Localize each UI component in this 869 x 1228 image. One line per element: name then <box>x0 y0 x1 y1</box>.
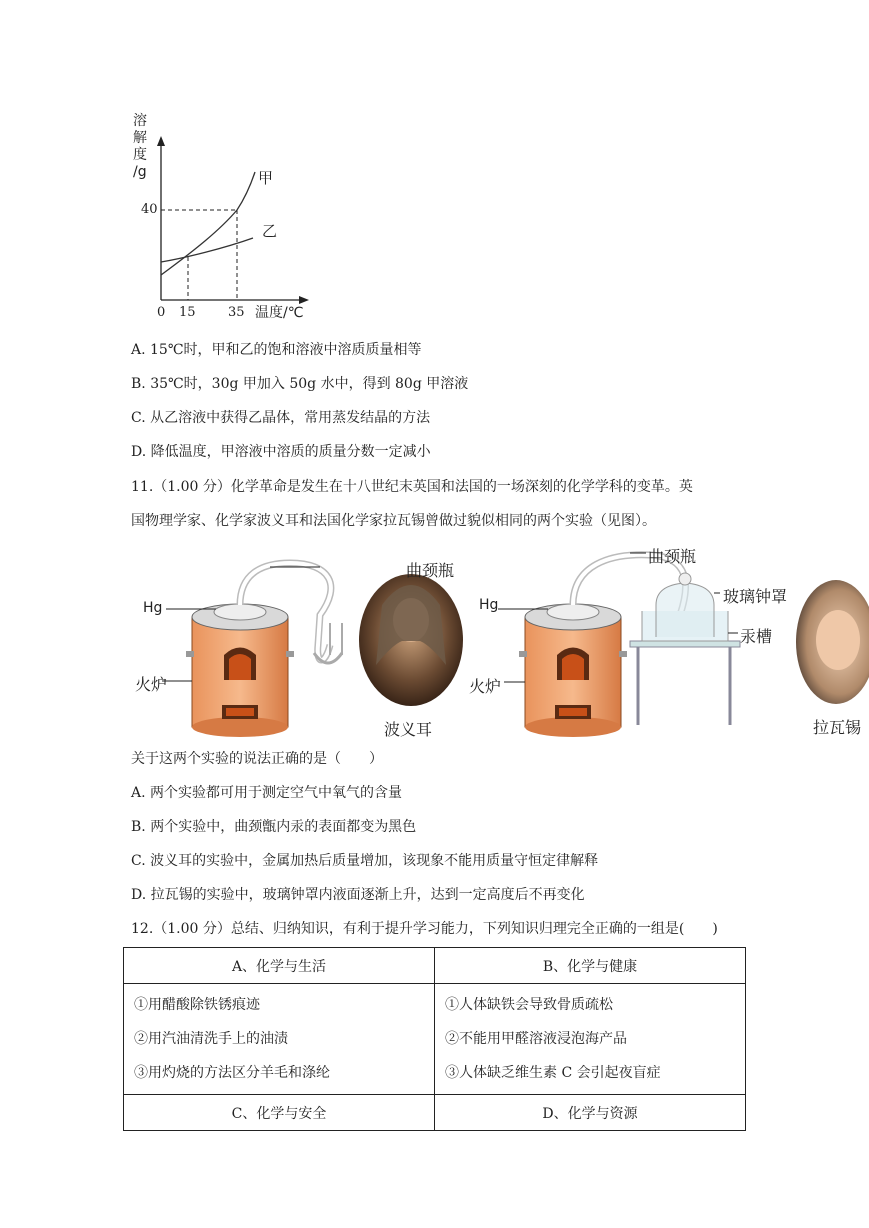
boyle-portrait <box>359 574 463 706</box>
header-c: C、化学与安全 <box>124 1095 435 1131</box>
label-flask-left: 曲颈瓶 <box>406 561 455 580</box>
header-b: B、化学与健康 <box>435 948 746 984</box>
q11-option-c: C. 波义耳的实验中，金属加热后质量增加，该现象不能用质量守恒定律解释 <box>131 853 599 869</box>
cell-items-a <box>124 984 435 1095</box>
curve-yi <box>161 238 253 262</box>
label-hg-left: Hg <box>143 600 163 616</box>
q11-option-d: D. 拉瓦锡的实验中，玻璃钟罩内液面逐渐上升，达到一定高度后不再变化 <box>131 887 585 903</box>
table-row-items <box>124 984 746 1095</box>
knowledge-table <box>123 947 746 1131</box>
q10-option-b: B. 35℃时，30g 甲加入 50g 水中，得到 80g 甲溶液 <box>131 376 469 392</box>
table-header-row-1 <box>124 948 746 984</box>
q10-option-d: D. 降低温度，甲溶液中溶质的质量分数一定减小 <box>131 444 431 460</box>
list-item: ②不能用甲醛溶液浸泡海产品 <box>445 1031 627 1047</box>
label-lavoisier: 拉瓦锡 <box>813 718 862 737</box>
label-boyle: 波义耳 <box>384 720 433 739</box>
x-tick-15: 15 <box>179 305 196 320</box>
origin-label: 0 <box>157 305 166 320</box>
table-header-row-2 <box>124 1095 746 1131</box>
furnace-left <box>162 563 342 737</box>
q11-stem-line1: 11.（1.00 分）化学革命是发生在十八世纪末英国和法国的一场深刻的化学学科的变革。英 <box>131 479 693 495</box>
list-item: ①人体缺铁会导致骨质疏松 <box>445 997 613 1013</box>
label-furnace-left: 火炉 <box>135 675 168 694</box>
header-a: A、化学与生活 <box>124 948 435 984</box>
label-hg-right: Hg <box>479 597 499 613</box>
list-item: ①用醋酸除铁锈痕迹 <box>134 997 260 1013</box>
list-item: ②用汽油清洗手上的油渍 <box>134 1031 288 1047</box>
x-tick-35: 35 <box>228 305 245 320</box>
header-d: D、化学与资源 <box>435 1095 746 1131</box>
q11-stem-line2: 国物理学家、化学家波义耳和法国化学家拉瓦锡曾做过貌似相同的两个实验（见图）。 <box>131 513 656 529</box>
furnace-right <box>498 553 740 737</box>
x-axis-label: 温度/℃ <box>255 305 304 321</box>
y-axis-label: 溶 解 度 /g <box>133 113 147 180</box>
label-bell-jar: 玻璃钟罩 <box>723 587 788 606</box>
curve-label-jia: 甲 <box>258 169 274 187</box>
q11-question: 关于这两个实验的说法正确的是（ ） <box>131 751 383 767</box>
label-furnace-right: 火炉 <box>469 677 502 696</box>
list-item: ③人体缺乏维生素 C 会引起夜盲症 <box>445 1065 661 1081</box>
q11-option-b: B. 两个实验中，曲颈甑内汞的表面都变为黑色 <box>131 819 417 835</box>
y-tick-40: 40 <box>141 202 158 217</box>
curve-label-yi: 乙 <box>262 222 278 240</box>
lavoisier-portrait <box>796 580 869 704</box>
list-item: ③用灼烧的方法区分羊毛和涤纶 <box>134 1065 330 1081</box>
q10-option-c: C. 从乙溶液中获得乙晶体，常用蒸发结晶的方法 <box>131 410 431 426</box>
cell-items-b <box>435 984 746 1095</box>
label-flask-right: 曲颈瓶 <box>648 547 697 566</box>
solubility-graph <box>125 110 325 330</box>
q11-option-a: A. 两个实验都可用于测定空气中氧气的含量 <box>131 785 403 801</box>
q12-stem: 12.（1.00 分）总结、归纳知识，有利于提升学习能力，下列知识归理完全正确的一组是( ) <box>131 921 718 937</box>
label-trough: 汞槽 <box>740 627 773 646</box>
q10-option-a: A. 15℃时，甲和乙的饱和溶液中溶质质量相等 <box>131 342 422 358</box>
